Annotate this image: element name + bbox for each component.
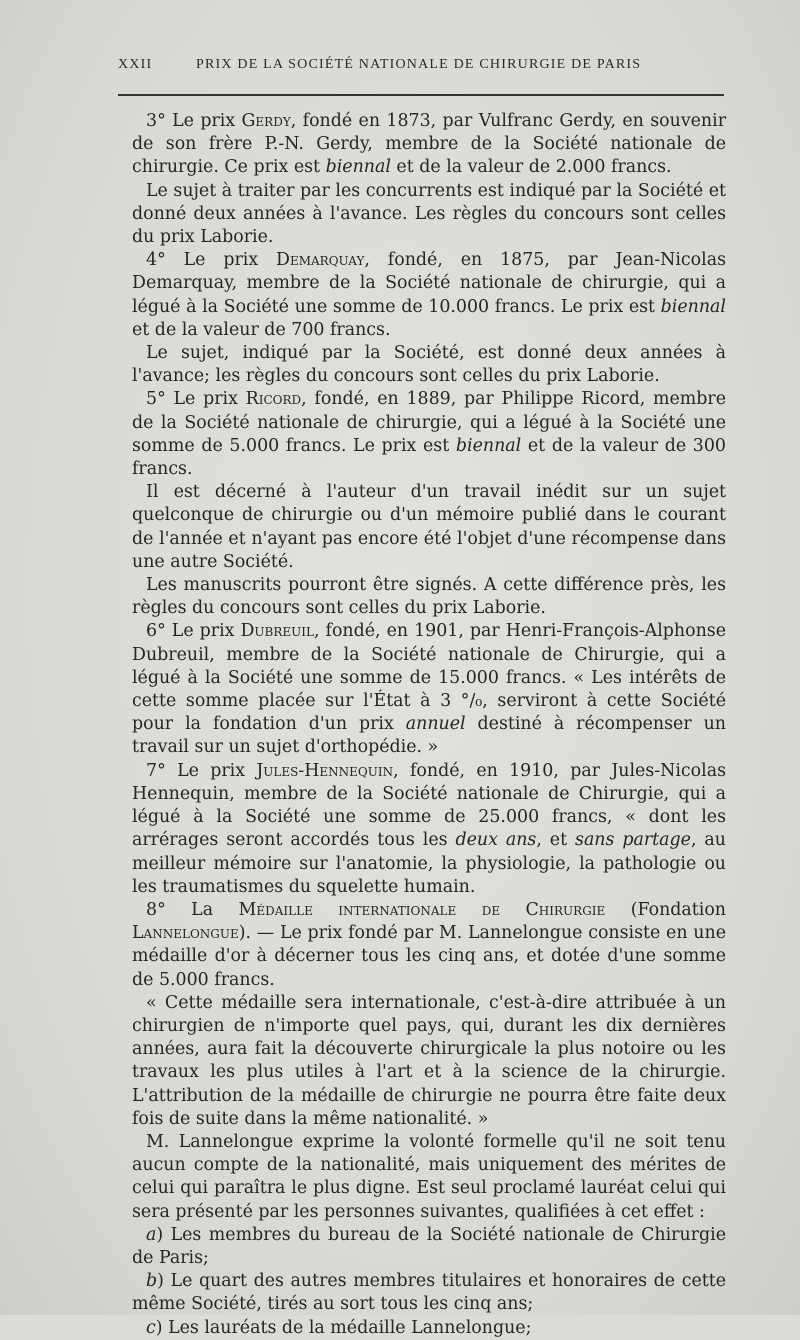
running-header [118,57,728,73]
paragraph-medaille-lannelongue: 8° La Médaille internationale de Chirurgie (Fondation Lannelongue). — Le prix fondé par M. Lannelongue consiste en une médaille d'or à décerner tous les cinq ans, et dotée d'une somme de 5.000 francs. [132,899,726,990]
paragraph-prix-demarquay: 4° Le prix Demarquay, fondé, en 1875, par Jean-Nicolas Demarquay, membre de la Société nationale de chirurgie, qui a légué à la Société une somme de 10.000 francs. Le prix est biennal et de la valeur de 700 francs. [132,250,726,340]
running-title: PRIX DE LA SOCIÉTÉ NATIONALE DE CHIRURGIE DE PARIS [196,57,642,72]
paragraph: Il est décerné à l'auteur d'un travail inédit sur un sujet quelconque de chirurgie ou d'un mémoire publié dans le courant de l'année et n'ayant pas encore été l'objet d'une récompense dans une autre Société. [132,482,726,572]
paragraph: Les manuscrits pourront être signés. A cette différence près, les règles du concours sont celles du prix Laborie. [132,575,726,619]
list-item-b: b) Le quart des autres membres titulaires et honoraires de cette même Société, tirés au sort tous les cinq ans; [132,1271,726,1315]
header-rule [118,94,724,96]
paragraph-prix-dubreuil: 6° Le prix Dubreuil, fondé, en 1901, par Henri-François-Alphonse Dubreuil, membre de la Société nationale de Chirurgie, qui a légué à la Société une somme de 15.000 francs. « Les intérêts de cette somme placée sur l'État à 3 °/₀, serviront à cette Société pour la fondation d'un prix annuel destiné à récompenser un travail sur un sujet d'orthopédie. » [132,621,726,758]
paragraph: M. Lannelongue exprime la volonté formelle qu'il ne soit tenu aucun compte de la nationalité, mais uniquement des mérites de celui qui paraîtra le plus digne. Est seul proclamé lauréat celui qui sera présenté par les personnes suivantes, qualifiées à cet effet : [132,1131,726,1222]
list-item-c: c) Les lauréats de la médaille Lannelongue; [146,1317,532,1338]
page-folio: XXII [118,57,153,72]
paragraph-prix-gerdy: 3° Le prix Gerdy, fondé en 1873, par Vulfranc Gerdy, en souvenir de son frère P.-N. Gerdy, membre de la Société nationale de chirurgie. Ce prix est biennal et de la valeur de 2.000 francs. [132,111,727,178]
body-text [132,110,726,1340]
paragraph-prix-ricord: 5° Le prix Ricord, fondé, en 1889, par Philippe Ricord, membre de la Société nationale de chirurgie, qui a légué à la Société une somme de 5.000 francs. Le prix est biennal et de la valeur de 300 francs. [132,389,727,480]
paragraph-prix-hennequin: 7° Le prix Jules-Hennequin, fondé, en 1910, par Jules-Nicolas Hennequin, membre de la Société nationale de Chirurgie, qui a légué à la Société une somme de 25.000 francs, « dont les arrérages seront accordés tous les deux ans, et sans partage, au meilleur mémoire sur l'anatomie, la physiologie, la pathologie ou les traumatismes du squelette humain. [132,760,726,897]
paragraph: Le sujet à traiter par les concurrents est indiqué par la Société et donné deux années à l'avance. Les règles du concours sont celles du prix Laborie. [132,180,726,248]
paragraph: « Cette médaille sera internationale, c'est-à-dire attribuée à un chirurgien de n'importe quel pays, qui, durant les dix dernières années, aura fait la découverte chirurgicale la plus notoire ou les travaux les plus utiles à l'art et à la science de la chirurgie. L'attribution de la médaille de chirurgie ne pourra être faite deux fois de suite dans la même nationalité. » [132,992,726,1129]
list-item-a: a) Les membres du bureau de la Société nationale de Chirurgie de Paris; [132,1224,726,1268]
paragraph: Le sujet, indiqué par la Société, est donné deux années à l'avance; les règles du concours sont celles du prix Laborie. [132,343,726,387]
